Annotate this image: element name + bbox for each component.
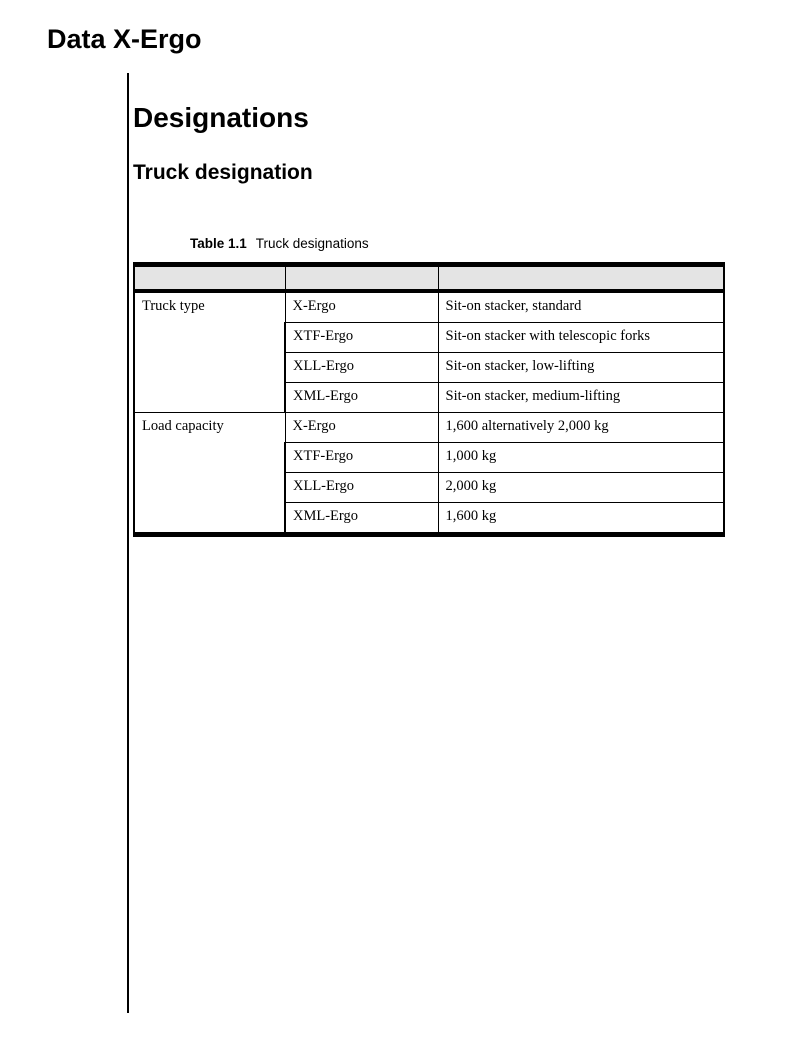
model-cell: XTF-Ergo xyxy=(285,443,438,473)
section-heading: Designations xyxy=(133,102,309,133)
truck-designations-table xyxy=(133,262,725,537)
table-row xyxy=(134,291,724,323)
table-header-cell xyxy=(285,265,438,292)
table-caption-text: Truck designations xyxy=(255,236,369,251)
table-caption-label: Table 1.1 xyxy=(190,236,247,251)
table-header-cell xyxy=(134,265,285,292)
model-cell: XLL-Ergo xyxy=(285,473,438,503)
description-cell: 1,000 kg xyxy=(438,443,724,473)
model-cell: XML-Ergo xyxy=(285,383,438,413)
table-header-row xyxy=(134,265,724,292)
description-cell: 1,600 kg xyxy=(438,503,724,535)
description-cell: Sit-on stacker, standard xyxy=(438,291,724,323)
model-cell: X-Ergo xyxy=(285,291,438,323)
table-header-cell xyxy=(438,265,724,292)
description-cell: 1,600 alternatively 2,000 kg xyxy=(438,413,724,443)
table-row xyxy=(134,413,724,443)
description-cell: Sit-on stacker with telescopic forks xyxy=(438,323,724,353)
model-cell: XML-Ergo xyxy=(285,503,438,535)
description-cell: Sit-on stacker, medium-lifting xyxy=(438,383,724,413)
description-cell: 2,000 kg xyxy=(438,473,724,503)
subsection-heading: Truck designation xyxy=(133,161,313,184)
model-cell: XLL-Ergo xyxy=(285,353,438,383)
group-label-cell: Load capacity xyxy=(134,413,285,535)
model-cell: XTF-Ergo xyxy=(285,323,438,353)
group-label-cell: Truck type xyxy=(134,291,285,413)
model-cell: X-Ergo xyxy=(285,413,438,443)
page-title: Data X-Ergo xyxy=(47,24,202,54)
left-margin-rule xyxy=(127,73,129,1013)
table-caption xyxy=(190,236,369,251)
description-cell: Sit-on stacker, low-lifting xyxy=(438,353,724,383)
